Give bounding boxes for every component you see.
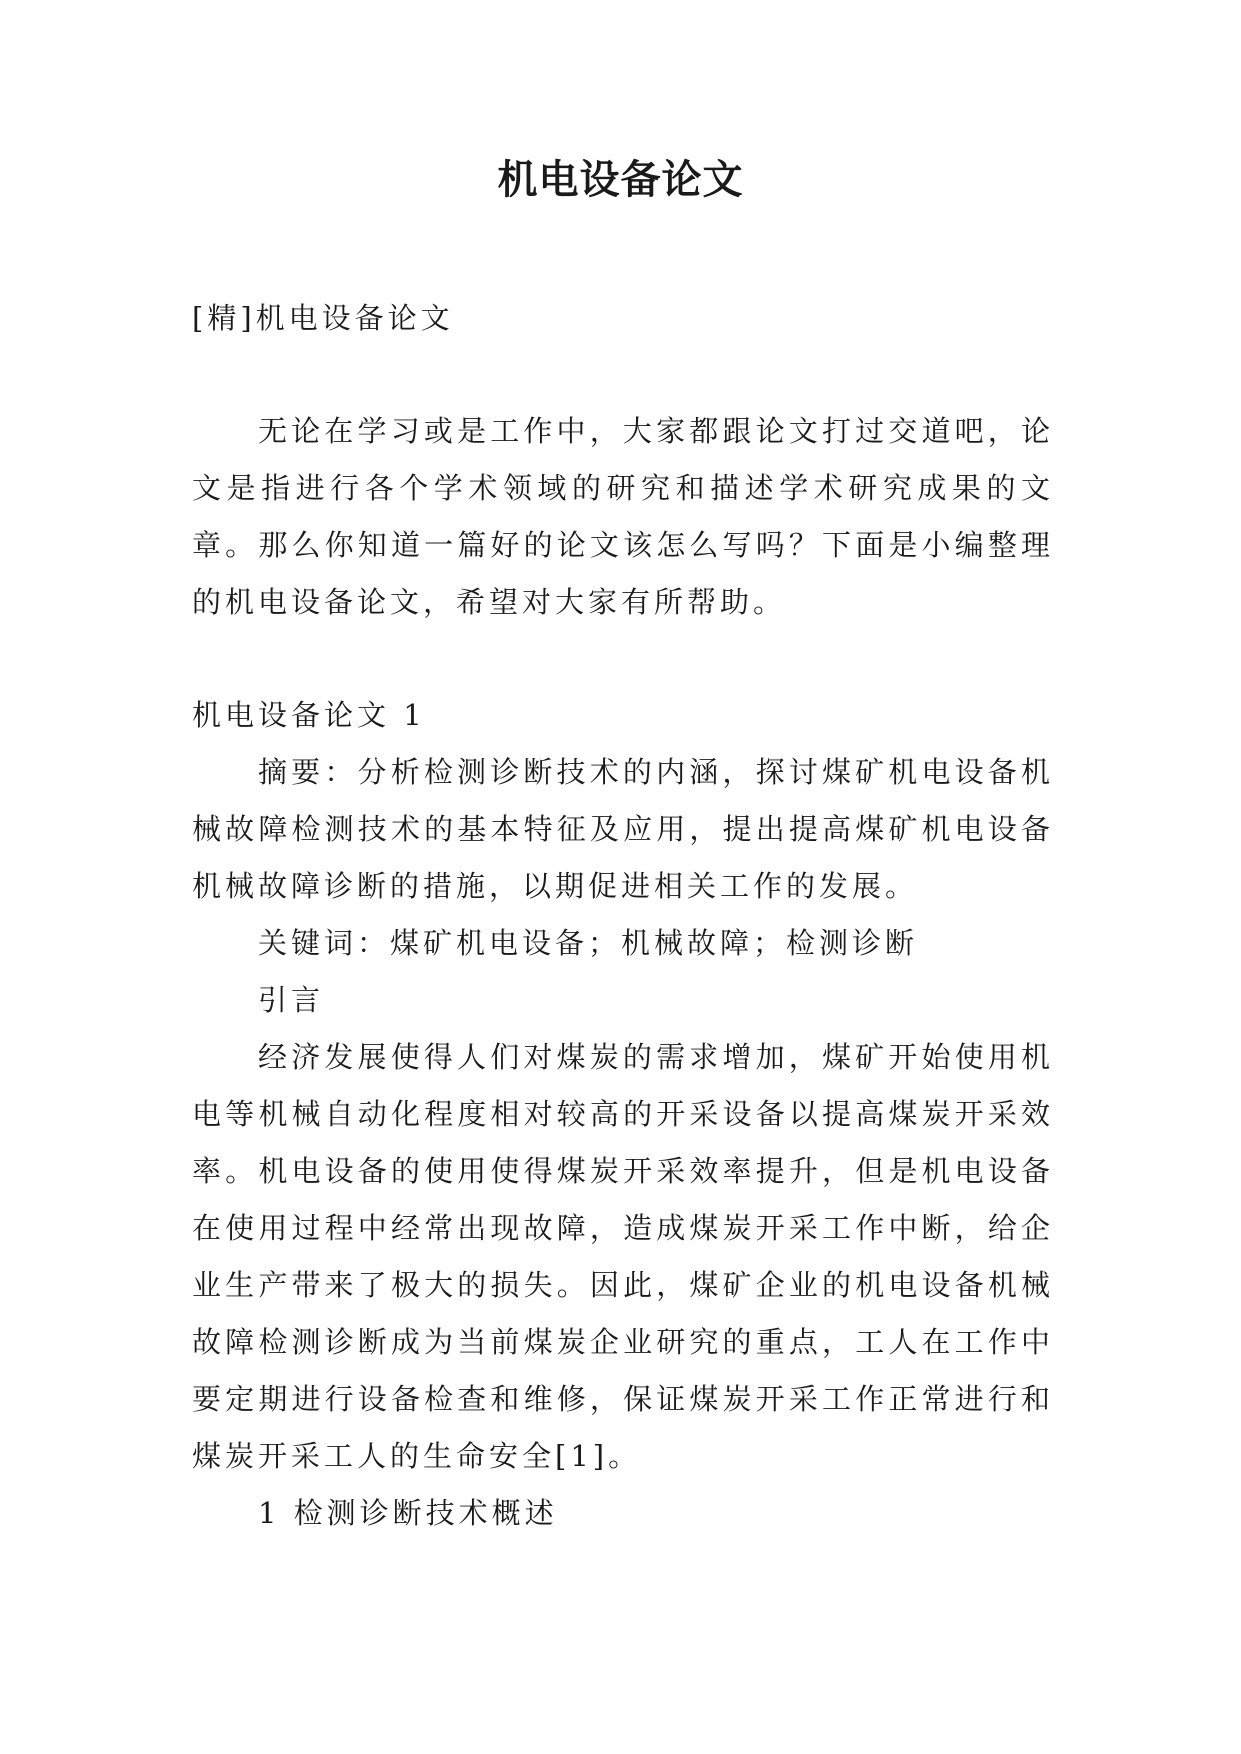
keywords-line: 关键词：煤矿机电设备；机械故障；检测诊断 [258,926,919,960]
preface-heading: 引言 [258,983,325,1017]
document-body [192,290,1054,1542]
document-title: 机电设备论文 [497,156,744,203]
section-heading: 机电设备论文 1 [192,698,426,732]
subsection-heading: 1 检测诊断技术概述 [258,1496,558,1530]
preface-paragraph: 经济发展使得人们对煤炭的需求增加，煤矿开始使用机电等机械自动化程度相对较高的开采设备以提高煤炭开采效率。机电设备的使用使得煤炭开采效率提升，但是机电设备在使用过程中经常出现故障，造成煤炭开采工作中断，给企业生产带来了极大的损失。因此，煤矿企业的机电设备机械故障检测诊断成为当前煤炭企业研究的重点，工人在工作中要定期进行设备检查和维修，保证煤炭开采工作正常进行和煤炭开采工人的生命安全[1]。 [192,1040,1054,1473]
document-subtitle: [精]机电设备论文 [192,301,454,335]
abstract-paragraph: 摘要：分析检测诊断技术的内涵，探讨煤矿机电设备机械故障检测技术的基本特征及应用，提出提高煤矿机电设备机械故障诊断的措施，以期促进相关工作的发展。 [192,755,1054,903]
intro-paragraph: 无论在学习或是工作中，大家都跟论文打过交道吧，论文是指进行各个学术领域的研究和描述学术研究成果的文章。那么你知道一篇好的论文该怎么写吗？下面是小编整理的机电设备论文，希望对大家有所帮助。 [192,414,1054,619]
